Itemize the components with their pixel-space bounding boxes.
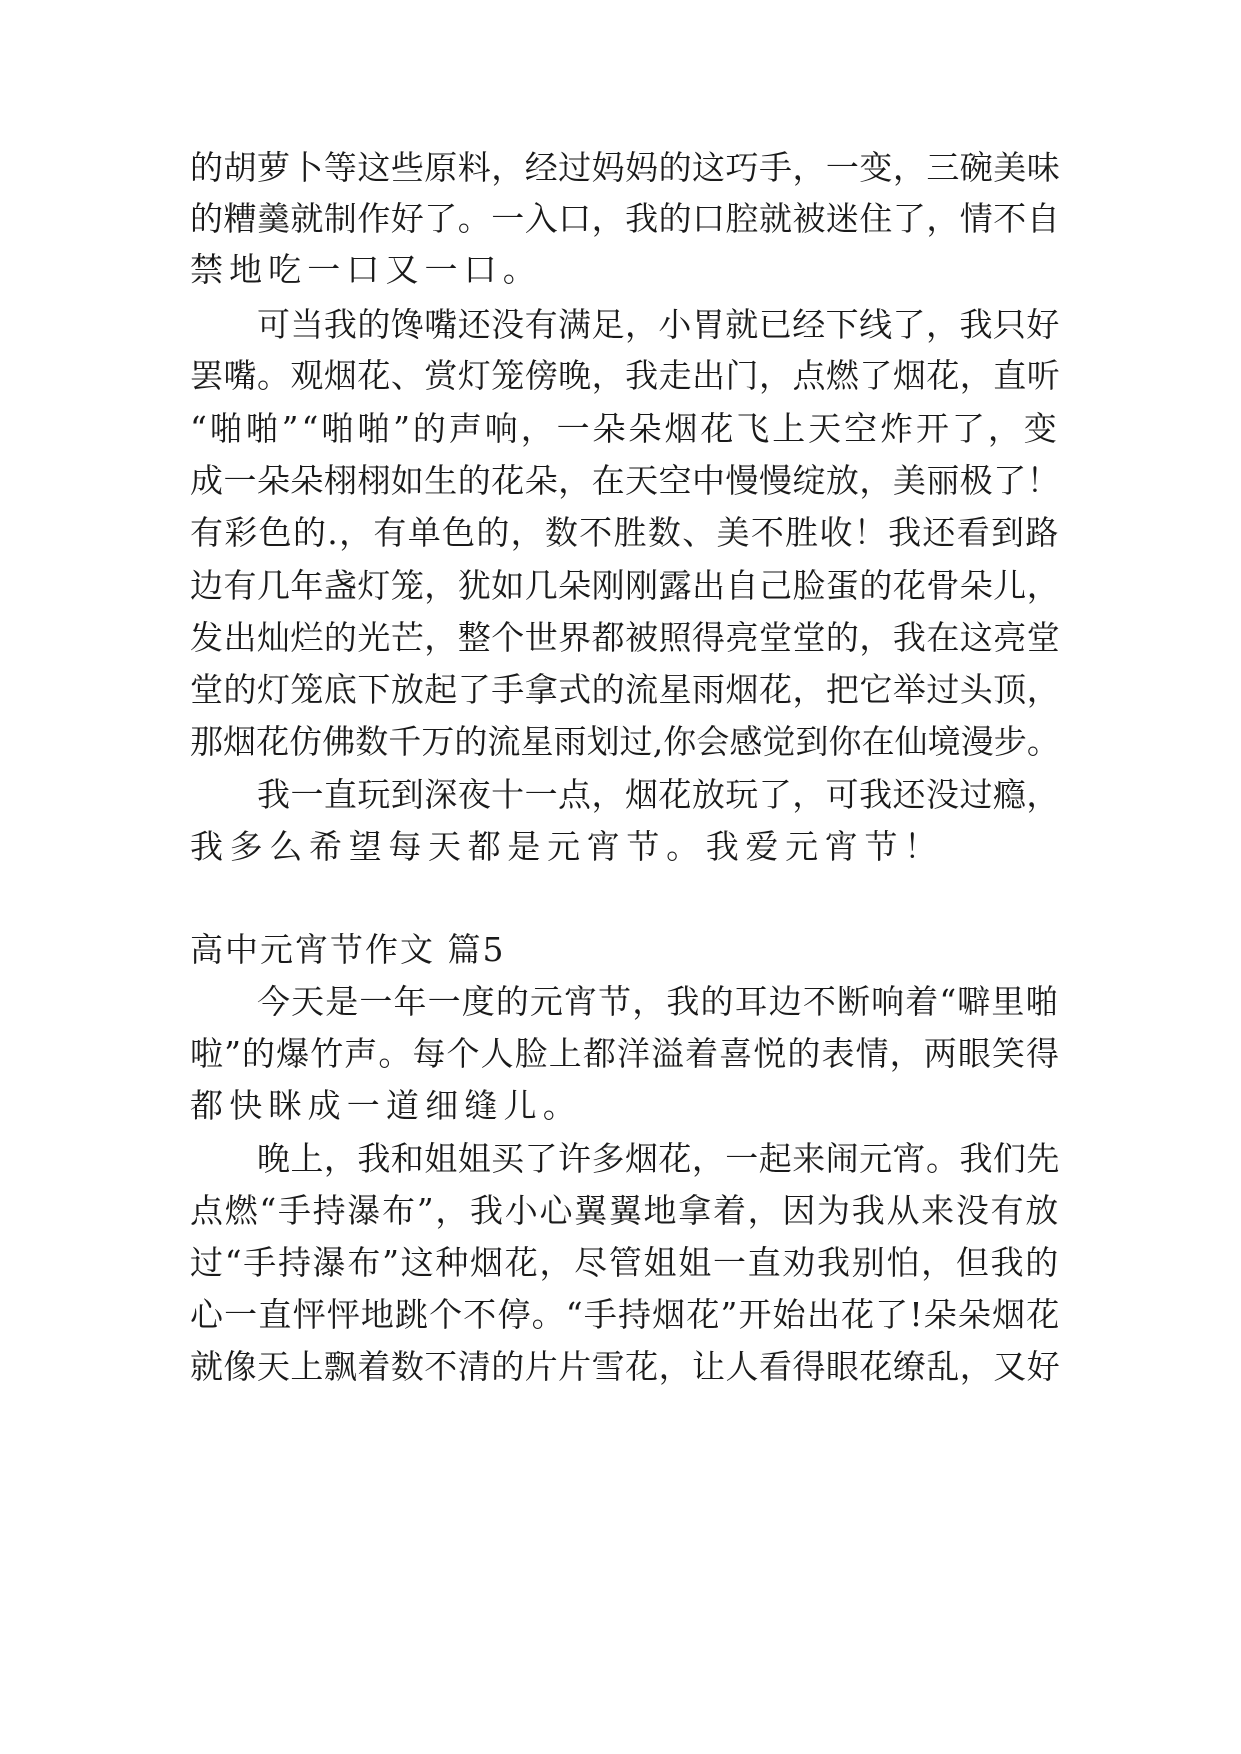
paragraph-line: 晚上，我和姐姐买了许多烟花，一起来闹元宵。我们先 xyxy=(257,1139,1060,1178)
paragraph-line: 成一朵朵栩栩如生的花朵，在天空中慢慢绽放，美丽极了！ xyxy=(190,461,1061,500)
paragraph-line: 过“手持瀑布”这种烟花，尽管姐姐一直劝我别怕，但我的 xyxy=(190,1243,1060,1282)
paragraph-line: 禁地吃一口又一口。 xyxy=(190,250,542,289)
section-heading: 高中元宵节作文 篇5 xyxy=(190,930,506,969)
paragraph-line: 发出灿烂的光芒，整个世界都被照得亮堂堂的，我在这亮堂 xyxy=(190,618,1061,657)
paragraph-line: 的胡萝卜等这些原料，经过妈妈的这巧手，一变，三碗美味 xyxy=(190,148,1061,187)
paragraph-line: 有彩色的.，有单色的，数不胜数、美不胜收！我还看到路 xyxy=(190,513,1060,552)
paragraph-line: 今天是一年一度的元宵节，我的耳边不断响着“噼里啪 xyxy=(257,982,1060,1021)
paragraph-line: 我一直玩到深夜十一点，烟花放玩了，可我还没过瘾， xyxy=(257,775,1060,814)
paragraph-line: 啦”的爆竹声。每个人脸上都洋溢着喜悦的表情，两眼笑得 xyxy=(190,1034,1061,1073)
paragraph-line: 堂的灯笼底下放起了手拿式的流星雨烟花，把它举过头顶， xyxy=(190,670,1061,709)
paragraph-line: 心一直怦怦地跳个不停。“手持烟花”开始出花了!朵朵烟花 xyxy=(190,1295,1061,1334)
paragraph-line: 的糟羹就制作好了。一入口，我的口腔就被迷住了，情不自 xyxy=(190,199,1061,238)
paragraph-line: 就像天上飘着数不清的片片雪花，让人看得眼花缭乱，又好 xyxy=(190,1347,1061,1386)
paragraph-line: 我多么希望每天都是元宵节。我爱元宵节！ xyxy=(190,827,944,866)
paragraph-line: 那烟花仿佛数千万的流星雨划过,你会感觉到你在仙境漫步。 xyxy=(190,722,1060,761)
paragraph-line: 都快眯成一道细缝儿。 xyxy=(190,1086,582,1125)
paragraph-line: “啪啪”“啪啪”的声响，一朵朵烟花飞上天空炸开了，变 xyxy=(190,409,1060,448)
paragraph-line: 罢嘴。观烟花、赏灯笼傍晚，我走出门，点燃了烟花，直听 xyxy=(190,356,1061,395)
paragraph-line: 可当我的馋嘴还没有满足，小胃就已经下线了，我只好 xyxy=(257,305,1060,344)
paragraph-line: 边有几年盏灯笼，犹如几朵刚刚露出自己脸蛋的花骨朵儿， xyxy=(190,566,1061,605)
paragraph-line: 点燃“手持瀑布”，我小心翼翼地拿着，因为我从来没有放 xyxy=(190,1191,1060,1230)
